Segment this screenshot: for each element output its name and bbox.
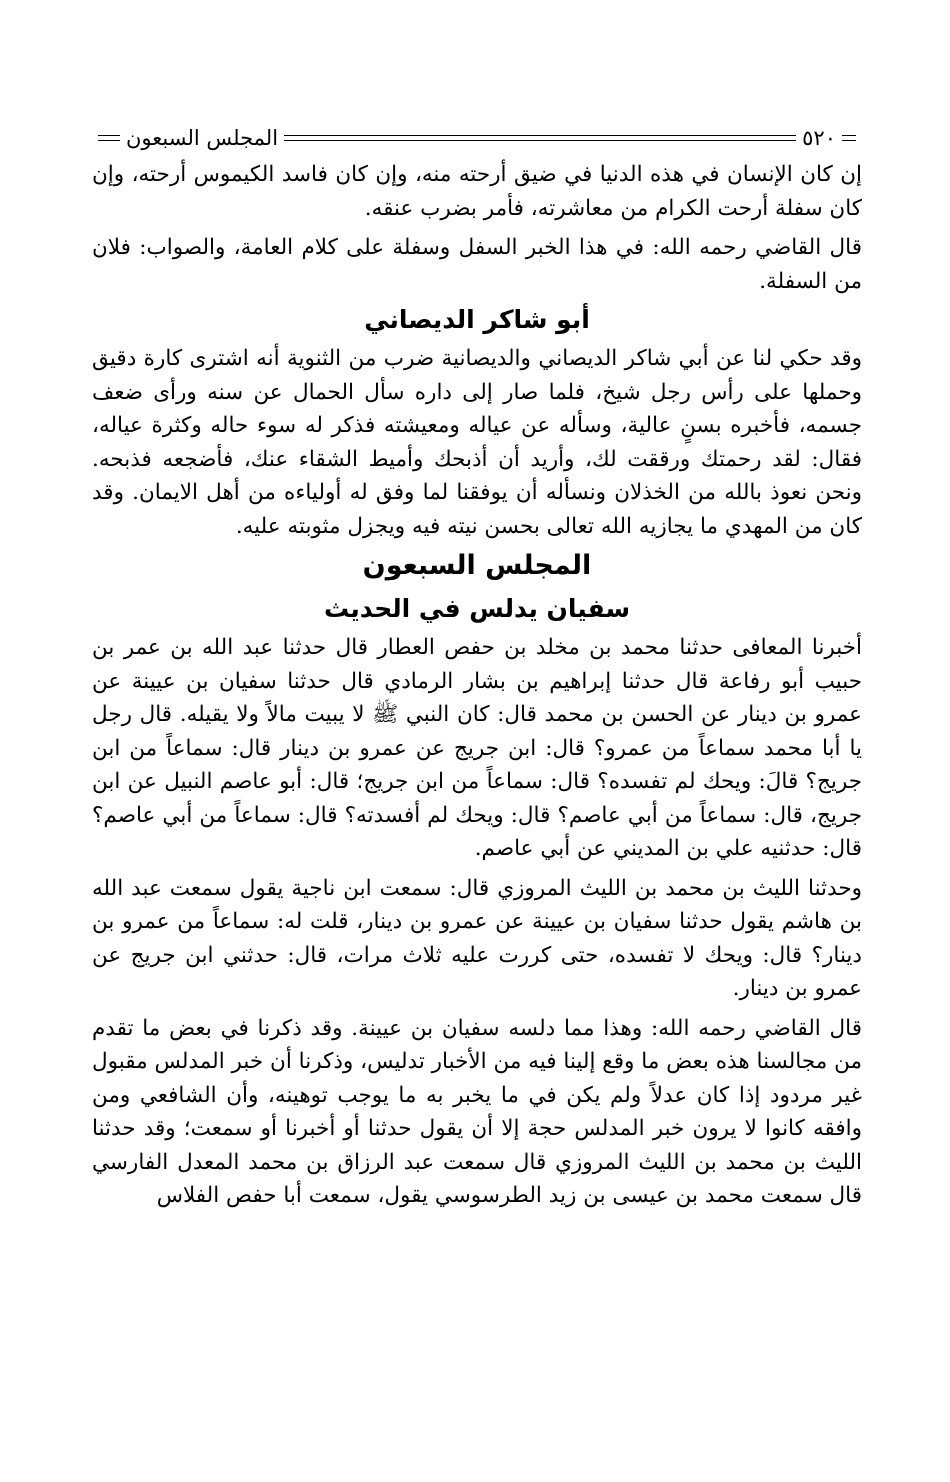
section-heading-abu-shakir: أبو شاكر الديصاني [364, 305, 590, 334]
page-number: ٥٢٠ [802, 126, 836, 150]
running-title: المجلس السبعون [126, 126, 279, 150]
section-heading-sufyan: سفيان يدلس في الحديث [323, 594, 631, 623]
header-rule-middle [284, 135, 796, 141]
header-rule-left [98, 135, 120, 141]
paragraph-5: وحدثنا الليث بن محمد بن الليث المروزي قال: سمعت ابن ناجية يقول سمعت عبد الله بن هاشم يقول حدثنا سفيان بن عيينة عن عمرو بن دينار، قلت له: سماعاً من عمرو بن دينار؟ قال: ويحك لا تفسده، حتى كررت عليه ثلاث مرات، قال: حدثني ابن جريج عن عمرو بن دينار. [92, 875, 862, 1001]
paragraph-2: قال القاضي رحمه الله: في هذا الخبر السفل وسفلة على كلام العامة، والصواب: فلان من السفلة. [92, 235, 862, 294]
paragraph-3: وقد حكي لنا عن أبي شاكر الديصاني والديصانية ضرب من الثنوية أنه اشترى كارة دقيق وحملها على رأس رجل شيخ، فلما صار إلى داره سأل الحمال عن سنه ورأى ضعف جسمه، فأخبره بسنٍ عالية، وسأله عن عياله ومعيشته فذكر له سوء حاله وكثرة عياله، فقال: لقد رحمتك ورققت لك، وأريد أن أذبحك وأميط الشقاء عنك، فأضجعه فذبحه. ونحن نعوذ بالله من الخذلان ونسأله أن يوفقنا لما وفق له أولياءه من أهل الايمان. وقد كان من المهدي ما يجازيه الله تعالى بحسن نيته فيه ويجزل مثوبته عليه. [92, 346, 862, 539]
page-header [92, 122, 862, 154]
paragraph-1: إن كان الإنسان في هذه الدنيا في ضيق أرحته منه، وإن كان فاسد الكيموس أرحته، وإن كان سفلة أرحت الكرام من معاشرته، فأمر بضرب عنقه. [92, 162, 862, 221]
majlis-title: المجلس السبعون [362, 550, 592, 581]
paragraph-6: قال القاضي رحمه الله: وهذا مما دلسه سفيان بن عيينة. وقد ذكرنا في بعض ما تقدم من مجالسنا هذه بعض ما وقع إلينا فيه من الأخبار تدليس، وذكرنا أن خبر المدلس مقبول غير مردود إذا كان عدلاً ولم يكن في ما يخبر به ما يوجب توهينه، وأن الشافعي ومن وافقه كانوا لا يرون خبر المدلس حجة إلا أن يقول حدثنا أو أخبرنا أو سمعت؛ وقد حدثنا الليث بن محمد بن الليث المروزي قال سمعت عبد الرزاق بن محمد المعدل الفارسي قال سمعت محمد بن عيسى بن زيد الطرسوسي يقول، سمعت أبا حفص الفلاس [92, 1015, 862, 1208]
paragraph-4: أخبرنا المعافى حدثنا محمد بن مخلد بن حفص العطار قال حدثنا عبد الله بن عمر بن حبيب أبو رفاعة قال حدثنا إبراهيم بن بشار الرمادي قال حدثنا سفيان بن عيينة عن عمرو بن دينار عن الحسن بن محمد قال: كان النبي ﷺ لا يبيت مالاً ولا يقيله. قال رجل يا أبا محمد سماعاً من عمرو؟ قال: ابن جريج عن عمرو بن دينار قال: سماعاً من ابن جريج؟ قالَ: ويحك لم تفسده؟ قال: سماعاً من ابن جريج؛ قال: أبو عاصم النبيل عن ابن جريج، قال: سماعاً من أبي عاصم؟ قال: ويحك لم أفسدته؟ قال: سماعاً من أبي عاصم؟ قال: حدثنيه علي بن المديني عن أبي عاصم. [92, 635, 862, 861]
header-rule-right [842, 135, 856, 141]
